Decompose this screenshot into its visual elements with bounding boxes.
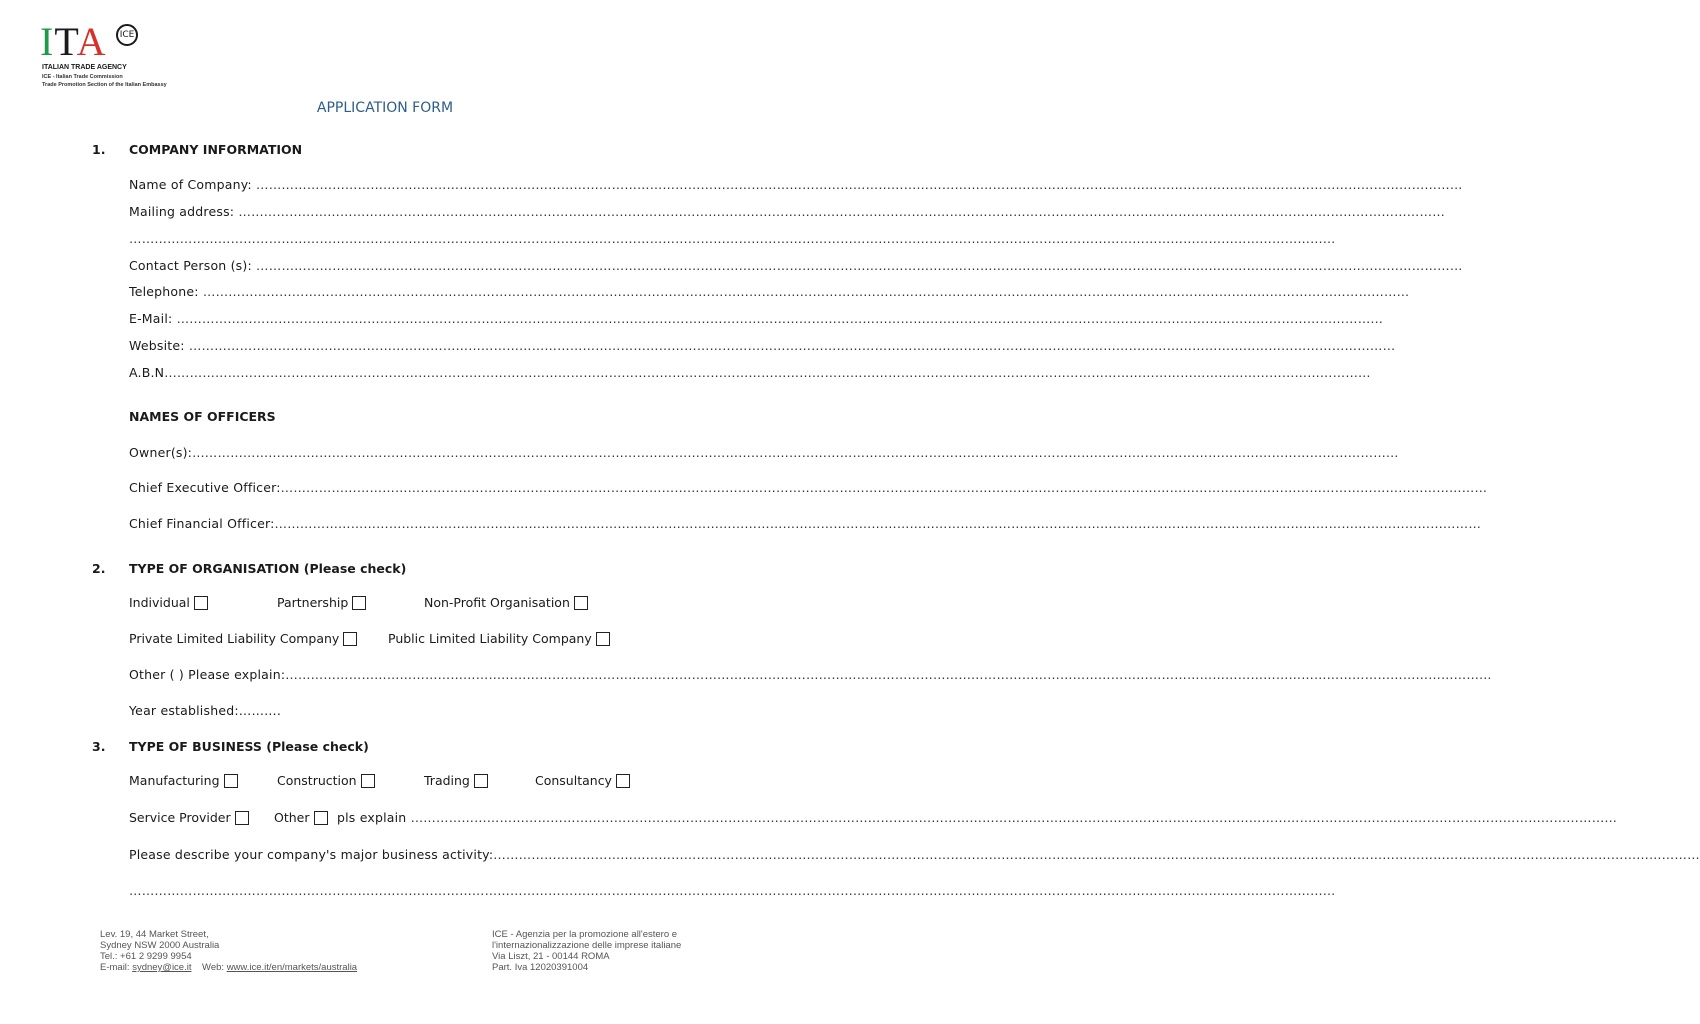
option-label: Private Limited Liability Company — [129, 631, 340, 646]
checkbox[interactable] — [235, 811, 249, 825]
checkbox[interactable] — [574, 596, 588, 610]
option-label: Public Limited Liability Company — [388, 631, 592, 646]
logo-letters: ITA — [40, 19, 107, 64]
section1-number: 1. — [92, 142, 106, 157]
biz-other-option[interactable] — [274, 810, 328, 825]
email-label: E-mail: — [100, 962, 133, 973]
org-individual-option[interactable] — [129, 595, 208, 610]
logo-embassy: Trade Promotion Section of the Italian Embassy — [42, 82, 167, 88]
field-dots: …………………………………………………………………………………………………………………………………………………………………………………………………………………………………………………………… — [256, 177, 1463, 192]
field-dots: …………………………………………………………………………………………………………………………………………………………………………………………………………………………………………………………… — [493, 847, 1700, 862]
option-label: Non-Profit Organisation — [424, 595, 570, 610]
checkbox[interactable] — [596, 632, 610, 646]
website-field[interactable] — [129, 338, 1396, 353]
logo-commission: ICE - Italian Trade Commission — [42, 74, 123, 80]
footer-agency-line2: l'internazionalizzazione delle imprese italiane — [492, 940, 682, 951]
field-dots: …………………………………………………………………………………………………………………………………………………………………………………………………………………………………………………………… — [129, 231, 1336, 246]
mailing-address-line2-field[interactable] — [129, 231, 1336, 246]
abn-field[interactable] — [129, 365, 1371, 380]
email-field[interactable] — [129, 311, 1384, 326]
field-dots: …………………………………………………………………………………………………………………………………………………………………………………………………………………………………………………………… — [410, 810, 1618, 825]
checkbox[interactable] — [314, 811, 328, 825]
email-link[interactable]: sydney@ice.it — [132, 962, 192, 973]
checkbox[interactable] — [474, 774, 488, 788]
biz-trading-option[interactable] — [424, 773, 488, 788]
footer-agency-address: Via Liszt, 21 - 00144 ROMA — [492, 951, 610, 962]
ceo-field[interactable] — [129, 480, 1488, 495]
field-label: Other ( ) Please explain: — [129, 667, 286, 682]
field-dots: …………………………………………………………………………………………………………………………………………………………………………………………………………………………………………………………… — [176, 311, 1384, 326]
option-label: Partnership — [277, 595, 349, 610]
footer-agency — [492, 929, 681, 973]
checkbox[interactable] — [361, 774, 375, 788]
field-label: Please describe your company's major business activity: — [129, 847, 494, 862]
section3-heading: TYPE OF BUSINESS (Please check) — [129, 739, 369, 754]
footer-city: Sydney NSW 2000 Australia — [100, 940, 220, 951]
option-label: Service Provider — [129, 810, 231, 825]
field-label: Chief Financial Officer: — [129, 516, 275, 531]
field-dots: …………………………………………………………………………………………………………………………………………………………………………………………………………………………………………………………… — [192, 445, 1399, 460]
field-dots: …………………………………………………………………………………………………………………………………………………………………………………………………………………………………………………………… — [285, 667, 1492, 682]
section2-number: 2. — [92, 561, 106, 576]
option-label: Trading — [424, 773, 470, 788]
section2-heading: TYPE OF ORGANISATION (Please check) — [129, 561, 407, 576]
field-label: Chief Executive Officer: — [129, 480, 281, 495]
web-label: Web: — [202, 962, 227, 973]
field-dots: …………………………………………………………………………………………………………………………………………………………………………………………………………………………………………………………… — [129, 883, 1336, 898]
footer-street: Lev. 19, 44 Market Street, — [100, 929, 209, 940]
field-label: pls explain — [337, 810, 411, 825]
contact-person-field[interactable] — [129, 258, 1463, 273]
section1-heading: COMPANY INFORMATION — [129, 142, 303, 157]
field-dots: …………………………………………………………………………………………………………………………………………………………………………………………………………………………………………………………… — [280, 480, 1488, 495]
field-dots: …………………………………………………………………………………………………………………………………………………………………………………………………………………………………………………………… — [202, 284, 1410, 299]
telephone-field[interactable] — [129, 284, 1410, 299]
org-other-explain-field[interactable] — [129, 667, 1492, 682]
owner-field[interactable] — [129, 445, 1399, 460]
field-dots: …………………………………………………………………………………………………………………………………………………………………………………………………………………………………………………………… — [256, 258, 1463, 273]
footer-agency-line1: ICE - Agenzia per la promozione all'estero e — [492, 929, 678, 940]
option-label: Consultancy — [535, 773, 612, 788]
field-dots: …………………………………………………………………………………………………………………………………………………………………………………………………………………………………………………………… — [188, 338, 1396, 353]
option-label: Individual — [129, 595, 190, 610]
cfo-field[interactable] — [129, 516, 1482, 531]
checkbox[interactable] — [343, 632, 357, 646]
web-link[interactable]: www.ice.it/en/markets/australia — [226, 962, 358, 973]
footer-contact — [100, 962, 357, 973]
field-label: Telephone: — [129, 284, 203, 299]
biz-other-explain-field[interactable] — [337, 810, 1618, 825]
logo-agency-name: ITALIAN TRADE AGENCY — [42, 64, 127, 71]
business-activity-field[interactable] — [129, 847, 1700, 862]
business-activity-line2-field[interactable] — [129, 883, 1336, 898]
officers-heading: NAMES OF OFFICERS — [129, 409, 276, 424]
section3-number: 3. — [92, 739, 106, 754]
field-label: Name of Company: — [129, 177, 257, 192]
option-label: Other — [274, 810, 310, 825]
checkbox[interactable] — [352, 596, 366, 610]
org-nonprofit-option[interactable] — [424, 595, 588, 610]
field-label: A.B.N — [129, 365, 165, 380]
mailing-address-field[interactable] — [129, 204, 1445, 219]
option-label: Manufacturing — [129, 773, 220, 788]
field-label: Website: — [129, 338, 189, 353]
org-partnership-option[interactable] — [277, 595, 366, 610]
field-dots: …………………………………………………………………………………………………………………………………………………………………………………………………………………………………………………………… — [274, 516, 1482, 531]
biz-consultancy-option[interactable] — [535, 773, 630, 788]
field-label: Year established:………. — [129, 703, 282, 718]
field-label: Owner(s): — [129, 445, 193, 460]
footer-vat: Part. Iva 12020391004 — [492, 962, 589, 973]
checkbox[interactable] — [616, 774, 630, 788]
checkbox[interactable] — [194, 596, 208, 610]
biz-manufacturing-option[interactable] — [129, 773, 238, 788]
field-label: E-Mail: — [129, 311, 177, 326]
biz-construction-option[interactable] — [277, 773, 375, 788]
org-public-llc-option[interactable] — [388, 631, 610, 646]
option-label: Construction — [277, 773, 357, 788]
checkbox[interactable] — [224, 774, 238, 788]
footer-address — [100, 929, 357, 973]
org-private-llc-option[interactable] — [129, 631, 357, 646]
footer-phone: Tel.: +61 2 9299 9954 — [100, 951, 192, 962]
logo-badge-icon: ICE — [116, 24, 138, 46]
field-label: Contact Person (s): — [129, 258, 257, 273]
field-dots: …………………………………………………………………………………………………………………………………………………………………………………………………………………………………………………………… — [164, 365, 1371, 380]
year-established-field[interactable] — [129, 703, 675, 718]
biz-service-provider-option[interactable] — [129, 810, 249, 825]
company-name-field[interactable] — [129, 177, 1463, 192]
field-label: Mailing address: — [129, 204, 239, 219]
form-title: APPLICATION FORM — [316, 100, 454, 116]
field-dots: …………………………………………………………………………………………………………………………………………………………………………………………………………………………………………………………… — [238, 204, 1445, 219]
ita-logo — [40, 19, 170, 88]
